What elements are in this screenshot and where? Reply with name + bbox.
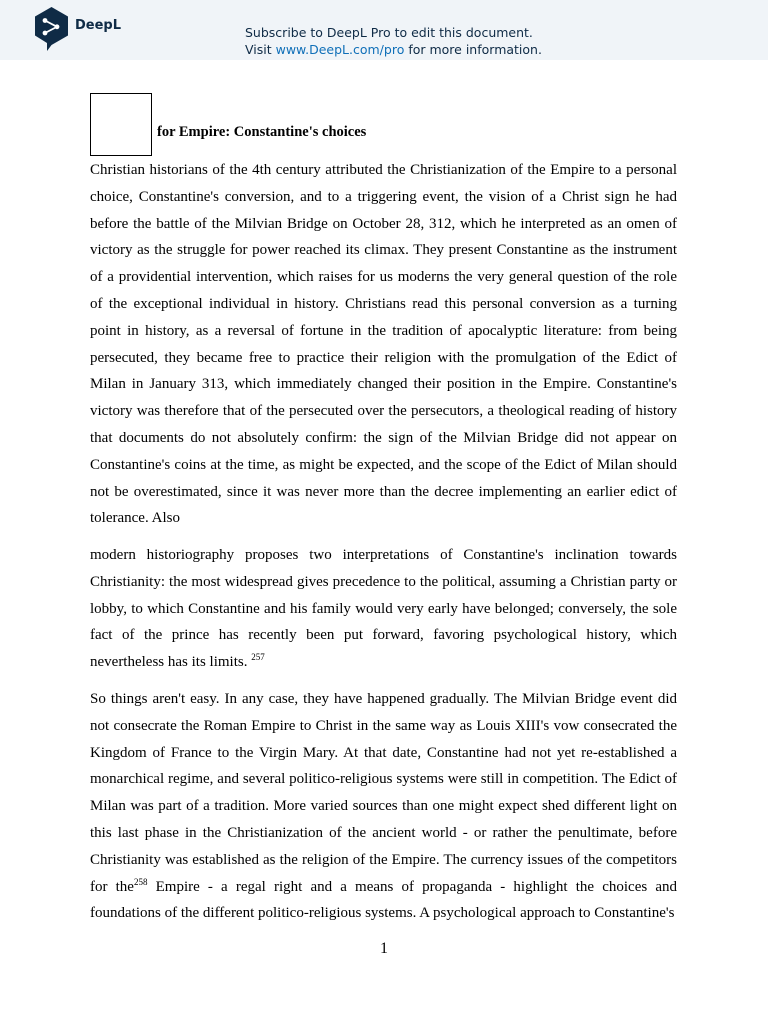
banner-line-2-suffix: for more information. bbox=[404, 42, 542, 57]
paragraph-2 bbox=[90, 542, 677, 676]
paragraph-3 bbox=[90, 686, 677, 927]
brand-name: DeepL bbox=[75, 18, 122, 33]
paragraph-2-text: modern historiography proposes two interpretations of Constantine's inclination towards Christianity: the most widespread gives precedence to the political, assuming a Christian party or lobby, to which Constantine and his family would very early have belonged; conversely, the sole fact of the prince has recently been put forward, favoring psychological history, which nevertheless has its limits. bbox=[90, 547, 677, 671]
section-heading: for Empire: Constantine's choices bbox=[157, 124, 367, 140]
deepl-banner bbox=[0, 0, 768, 60]
deepl-pro-link[interactable]: www.DeepL.com/pro bbox=[275, 42, 405, 57]
image-placeholder-box bbox=[90, 93, 152, 156]
paragraph-1: Christian historians of the 4th century attributed the Christianization of the Empire to a personal choice, Constantine's conversion, and to a triggering event, the vision of a Christ sign he had before the battle of the Milvian Bridge on October 28, 312, which he interpreted as an omen of victory as the struggle for power reached its climax. They present Constantine as the instrument of a providential intervention, which raises for us moderns the very general question of the role of the exceptional individual in history. Christians read this personal conversion as a turning point in history, as a reversal of fortune in the tradition of apocalyptic literature: from being persecuted, they became free to practice their religion with the promulgation of the Edict of Milan in January 313, which immediately changed their position in the Empire. Constantine's victory was therefore that of the persecuted over the persecutors, a theological reading of history that documents do not absolutely confirm: the sign of the Milvian Bridge did not appear on Constantine's coins at the time, as might be expected, and the scope of the Edict of Milan should not be overestimated, since it was never more than the decree implementing an earlier edict of tolerance. Also bbox=[90, 162, 677, 527]
banner-line-2 bbox=[245, 41, 542, 58]
footnote-ref-258: 258 bbox=[133, 876, 148, 887]
footnote-ref-257: 257 bbox=[251, 652, 265, 663]
banner-line-2-prefix: Visit bbox=[245, 42, 276, 57]
deepl-logo-icon bbox=[33, 6, 70, 52]
paragraph-3-text-a: So things aren't easy. In any case, they have happened gradually. The Milvian Bridge event did not consecrate the Roman Empire to Christ in the same way as Louis XIII's vow consecrated the Kingdom of France to the Virgin Mary. At that date, Constantine had not yet re-established a monarchical regime, and several politico-religious systems were still in competition. The Edict of Milan was part of a tradition. More varied sources than one might expect shed different light on this last phase in the Christianization of the ancient world - or rather the penultimate, before Christianity was established as the religion of the Empire. The currency issues of the competitors for the bbox=[90, 691, 677, 895]
banner-line-1: Subscribe to DeepL Pro to edit this document. bbox=[245, 25, 533, 40]
paragraph-3-text-b: Empire - a regal right and a means of propaganda - highlight the choices and foundations of the different politico-religious systems. A psychological approach to Constantine's bbox=[90, 878, 677, 922]
page-number: 1 bbox=[380, 940, 388, 957]
banner-message bbox=[245, 24, 542, 58]
